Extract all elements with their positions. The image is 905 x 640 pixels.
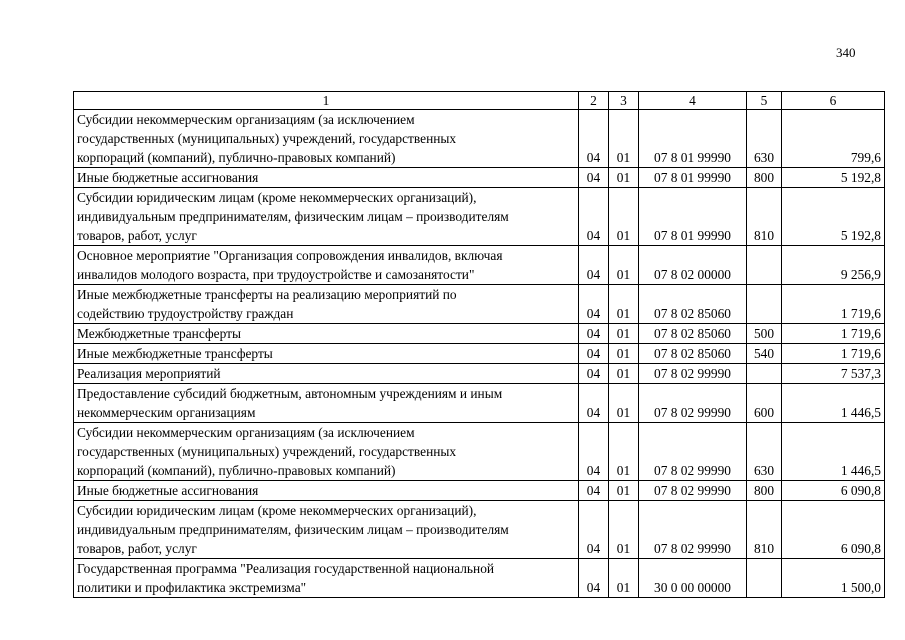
row-subsection-code: 01 <box>609 188 639 246</box>
row-section-code: 04 <box>579 324 609 344</box>
row-subsection-code: 01 <box>609 559 639 598</box>
row-amount: 1 446,5 <box>782 423 885 481</box>
row-name <box>74 481 579 501</box>
row-section-code: 04 <box>579 188 609 246</box>
row-subsection-code: 01 <box>609 168 639 188</box>
row-expense-type <box>747 559 782 598</box>
row-target-article: 07 8 02 99990 <box>639 481 747 501</box>
header-col-1: 1 <box>74 92 579 110</box>
row-expense-type: 540 <box>747 344 782 364</box>
table-row <box>74 324 885 344</box>
row-amount: 799,6 <box>782 110 885 168</box>
row-section-code: 04 <box>579 246 609 285</box>
row-name-line: товаров, работ, услуг <box>77 228 197 243</box>
row-subsection-code: 01 <box>609 110 639 168</box>
row-name <box>74 324 579 344</box>
row-target-article: 07 8 02 99990 <box>639 364 747 384</box>
row-name <box>74 285 579 324</box>
row-name-line: Субсидии некоммерческим организациям (за исключением <box>77 425 415 440</box>
header-col-3: 3 <box>609 92 639 110</box>
row-expense-type <box>747 285 782 324</box>
budget-table <box>73 91 885 598</box>
row-amount: 6 090,8 <box>782 481 885 501</box>
row-name-line: государственных (муниципальных) учреждений, государственных <box>77 131 457 146</box>
row-amount: 1 719,6 <box>782 324 885 344</box>
row-name <box>74 423 579 481</box>
row-subsection-code: 01 <box>609 364 639 384</box>
row-name <box>74 344 579 364</box>
row-expense-type: 630 <box>747 423 782 481</box>
row-expense-type: 810 <box>747 188 782 246</box>
row-name-line: корпораций (компаний), публично-правовых компаний) <box>77 463 396 478</box>
table-row <box>74 188 885 246</box>
row-name-line: Реализация мероприятий <box>77 366 221 381</box>
table-row <box>74 344 885 364</box>
row-subsection-code: 01 <box>609 344 639 364</box>
row-subsection-code: 01 <box>609 481 639 501</box>
row-name-line: содействию трудоустройству граждан <box>77 306 294 321</box>
row-name-line: Иные бюджетные ассигнования <box>77 483 259 498</box>
row-expense-type: 600 <box>747 384 782 423</box>
header-col-6: 6 <box>782 92 885 110</box>
row-target-article: 07 8 02 85060 <box>639 324 747 344</box>
row-section-code: 04 <box>579 110 609 168</box>
row-amount: 5 192,8 <box>782 168 885 188</box>
row-amount: 6 090,8 <box>782 501 885 559</box>
row-section-code: 04 <box>579 344 609 364</box>
row-target-article: 07 8 01 99990 <box>639 188 747 246</box>
row-section-code: 04 <box>579 384 609 423</box>
row-amount: 9 256,9 <box>782 246 885 285</box>
row-subsection-code: 01 <box>609 285 639 324</box>
table-row <box>74 285 885 324</box>
row-expense-type: 800 <box>747 481 782 501</box>
row-name-line: политики и профилактика экстремизма" <box>77 580 307 595</box>
row-target-article: 07 8 02 85060 <box>639 285 747 324</box>
row-name-line: государственных (муниципальных) учреждений, государственных <box>77 444 457 459</box>
row-expense-type: 630 <box>747 110 782 168</box>
table-row <box>74 110 885 168</box>
row-target-article: 07 8 02 99990 <box>639 423 747 481</box>
table-row <box>74 559 885 598</box>
table-row <box>74 168 885 188</box>
row-target-article: 07 8 02 85060 <box>639 344 747 364</box>
row-subsection-code: 01 <box>609 246 639 285</box>
row-name-line: Иные межбюджетные трансферты <box>77 346 273 361</box>
page-number: 340 <box>836 45 856 60</box>
row-subsection-code: 01 <box>609 324 639 344</box>
row-name-line: Государственная программа "Реализация государственной национальной <box>77 561 495 576</box>
row-amount: 1 719,6 <box>782 285 885 324</box>
table-header-row <box>74 92 885 110</box>
row-expense-type <box>747 246 782 285</box>
table-row <box>74 423 885 481</box>
row-expense-type: 800 <box>747 168 782 188</box>
row-name-line: Субсидии некоммерческим организациям (за исключением <box>77 112 415 127</box>
row-amount: 1 719,6 <box>782 344 885 364</box>
row-name-line: товаров, работ, услуг <box>77 541 197 556</box>
row-section-code: 04 <box>579 423 609 481</box>
row-amount: 1 446,5 <box>782 384 885 423</box>
header-col-4: 4 <box>639 92 747 110</box>
row-name-line: Иные бюджетные ассигнования <box>77 170 259 185</box>
row-target-article: 30 0 00 00000 <box>639 559 747 598</box>
row-amount: 7 537,3 <box>782 364 885 384</box>
row-name <box>74 188 579 246</box>
row-amount: 5 192,8 <box>782 188 885 246</box>
row-subsection-code: 01 <box>609 384 639 423</box>
row-name <box>74 501 579 559</box>
row-target-article: 07 8 01 99990 <box>639 110 747 168</box>
row-expense-type: 810 <box>747 501 782 559</box>
row-amount: 1 500,0 <box>782 559 885 598</box>
row-name-line: инвалидов молодого возраста, при трудоустройстве и самозанятости" <box>77 267 475 282</box>
row-name <box>74 364 579 384</box>
row-section-code: 04 <box>579 364 609 384</box>
row-name-line: Субсидии юридическим лицам (кроме некоммерческих организаций), <box>77 190 477 205</box>
row-expense-type: 500 <box>747 324 782 344</box>
table-row <box>74 384 885 423</box>
table-body <box>74 110 885 598</box>
row-subsection-code: 01 <box>609 423 639 481</box>
row-section-code: 04 <box>579 559 609 598</box>
row-name-line: Иные межбюджетные трансферты на реализацию мероприятий по <box>77 287 457 302</box>
row-name-line: корпораций (компаний), публично-правовых компаний) <box>77 150 396 165</box>
row-section-code: 04 <box>579 501 609 559</box>
row-name-line: индивидуальным предпринимателям, физическим лицам – производителям <box>77 522 509 537</box>
row-name-line: Межбюджетные трансферты <box>77 326 241 341</box>
row-name <box>74 110 579 168</box>
table-row <box>74 246 885 285</box>
row-name <box>74 246 579 285</box>
row-section-code: 04 <box>579 168 609 188</box>
row-section-code: 04 <box>579 285 609 324</box>
row-name-line: некоммерческим организациям <box>77 405 256 420</box>
row-name-line: Субсидии юридическим лицам (кроме некоммерческих организаций), <box>77 503 477 518</box>
row-subsection-code: 01 <box>609 501 639 559</box>
row-target-article: 07 8 02 99990 <box>639 384 747 423</box>
row-name-line: Основное мероприятие "Организация сопровождения инвалидов, включая <box>77 248 503 263</box>
table-row <box>74 364 885 384</box>
row-name <box>74 168 579 188</box>
row-expense-type <box>747 364 782 384</box>
table-row <box>74 481 885 501</box>
table-row <box>74 501 885 559</box>
row-target-article: 07 8 01 99990 <box>639 168 747 188</box>
row-section-code: 04 <box>579 481 609 501</box>
row-target-article: 07 8 02 99990 <box>639 501 747 559</box>
row-name <box>74 559 579 598</box>
row-name <box>74 384 579 423</box>
header-col-2: 2 <box>579 92 609 110</box>
header-col-5: 5 <box>747 92 782 110</box>
row-name-line: Предоставление субсидий бюджетным, автономным учреждениям и иным <box>77 386 503 401</box>
row-name-line: индивидуальным предпринимателям, физическим лицам – производителям <box>77 209 509 224</box>
row-target-article: 07 8 02 00000 <box>639 246 747 285</box>
